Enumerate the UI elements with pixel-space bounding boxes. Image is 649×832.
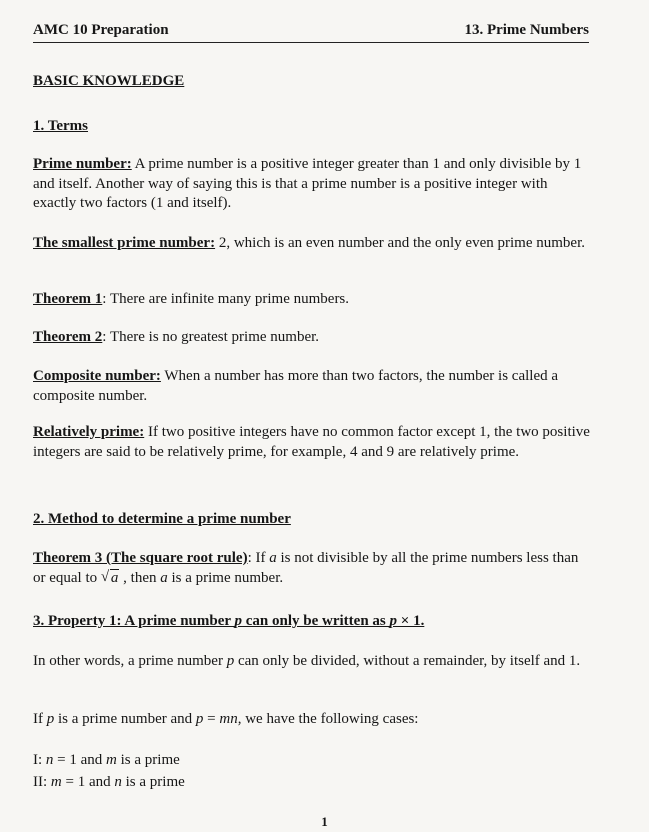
in-other-words xyxy=(33,652,593,672)
theorem-3-term: Theorem 3 (The square root rule) xyxy=(33,550,248,566)
var-m: m xyxy=(106,752,117,768)
var-mn: mn xyxy=(219,711,238,727)
theorem-3-text-4: is a prime number. xyxy=(167,569,284,586)
theorem-1 xyxy=(33,290,593,310)
prime-number-term: Prime number: xyxy=(33,156,132,172)
property-heading xyxy=(33,613,424,630)
basic-knowledge-heading: BASIC KNOWLEDGE xyxy=(33,73,185,89)
theorem-3-text-1: : If xyxy=(247,550,270,566)
var-p: p xyxy=(234,613,243,629)
case-1 xyxy=(33,751,593,771)
page-header xyxy=(33,22,589,43)
theorem-1-term: Theorem 1 xyxy=(33,291,103,307)
smallest-prime-text: 2, which is an even number and the only even prime number. xyxy=(215,235,585,251)
relatively-prime-definition xyxy=(33,423,593,462)
composite-definition xyxy=(33,367,593,406)
radicand: a xyxy=(110,569,119,586)
header-left: AMC 10 Preparation xyxy=(33,22,169,38)
relatively-prime-text: If two positive integers have no common factor except 1, the two positive integers are said to be relatively prime, for example, 4 and 9 are relatively prime. xyxy=(33,424,590,460)
method-heading: 2. Method to determine a prime number xyxy=(33,511,291,527)
theorem-3-text-2: is not divisible by all the prime numbers less than or equal to xyxy=(33,550,579,586)
var-a: a xyxy=(269,550,277,566)
page-number: 1 xyxy=(321,814,328,829)
cases-text-3: = xyxy=(203,711,220,727)
terms-heading: 1. Terms xyxy=(33,118,89,134)
var-m: m xyxy=(50,774,62,790)
var-p: p xyxy=(226,653,235,669)
var-a: a xyxy=(160,569,168,586)
cases-text-1: If xyxy=(33,711,47,727)
case-2 xyxy=(33,773,593,793)
cases-text-2: is a prime number and xyxy=(54,711,196,727)
theorem-2-term: Theorem 2 xyxy=(33,329,103,345)
cases-intro xyxy=(33,710,593,730)
sqrt-a xyxy=(101,569,120,589)
smallest-prime-definition xyxy=(33,234,593,254)
in-other-words-text-2: can only be divided, without a remainder, by itself and 1. xyxy=(234,653,581,669)
case-2-text-1: II: xyxy=(33,774,51,790)
prime-number-definition xyxy=(33,155,593,214)
theorem-2 xyxy=(33,328,593,348)
property-text-2: can only be written as xyxy=(242,613,390,629)
property-text-3: × 1. xyxy=(397,613,425,629)
var-n: n xyxy=(45,752,54,768)
theorem-1-text: : There are infinite many prime numbers. xyxy=(102,291,350,307)
case-2-text-2: = 1 and xyxy=(61,774,115,790)
var-p: p xyxy=(46,711,55,727)
case-1-text-2: = 1 and xyxy=(53,752,107,768)
var-n: n xyxy=(114,774,122,790)
case-1-text-3: is a prime xyxy=(116,752,180,768)
smallest-prime-term: The smallest prime number: xyxy=(33,235,216,251)
property-text-1: 3. Property 1: A prime number xyxy=(33,613,235,629)
case-1-text-1: I: xyxy=(33,752,46,768)
cases-text-4: , we have the following cases: xyxy=(237,711,419,727)
radical-sign: √ xyxy=(100,568,110,585)
var-p: p xyxy=(195,711,204,727)
prime-number-text: A prime number is a positive integer greater than 1 and only divisible by 1 and itself. Another way of saying this is that a prime number is a positive integer with exactly two factors (1 and itself). xyxy=(33,156,582,211)
header-right: 13. Prime Numbers xyxy=(464,22,589,38)
composite-text: When a number has more than two factors, the number is called a composite number. xyxy=(33,368,559,404)
theorem-2-text: : There is no greatest prime number. xyxy=(102,329,320,345)
var-p: p xyxy=(389,613,398,629)
in-other-words-text-1: In other words, a prime number xyxy=(33,653,227,669)
composite-term: Composite number: xyxy=(33,368,161,384)
theorem-3-text-3: , then xyxy=(119,569,161,586)
case-2-text-3: is a prime xyxy=(121,774,185,790)
theorem-3 xyxy=(33,549,593,588)
relatively-prime-term: Relatively prime: xyxy=(33,424,145,440)
